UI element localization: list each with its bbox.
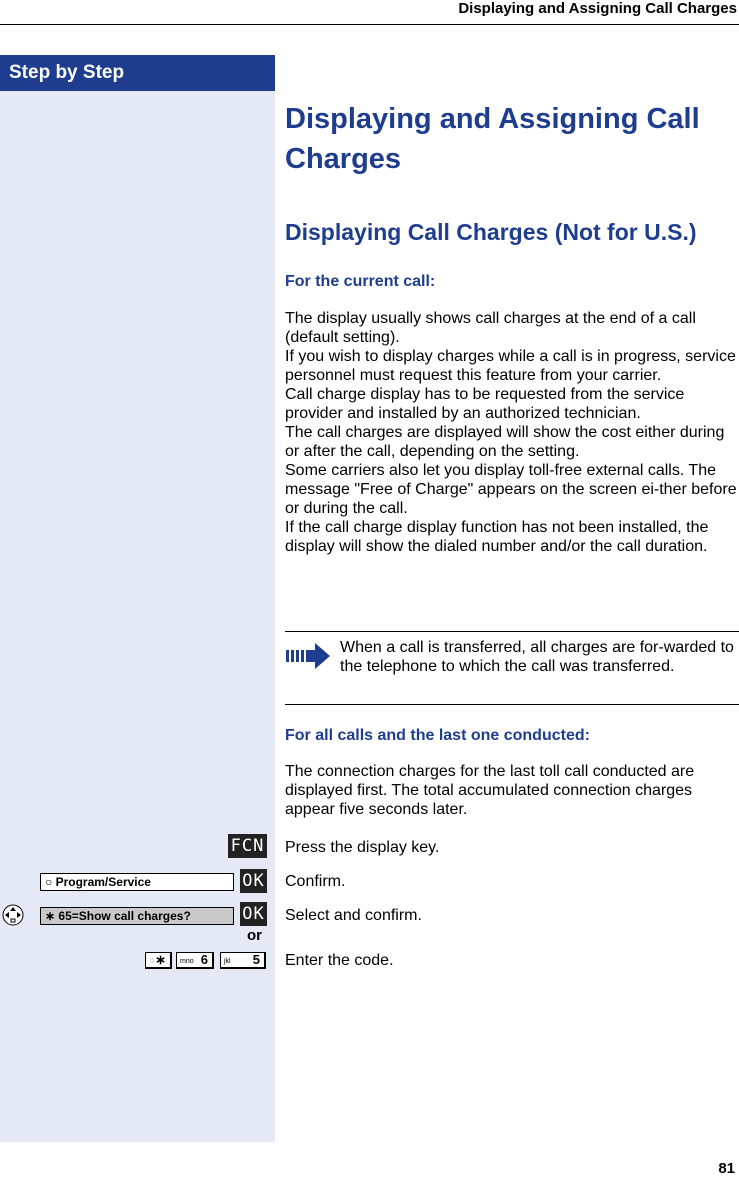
dial-key-6[interactable] [176, 952, 214, 969]
ok-key[interactable]: OK [240, 869, 267, 893]
note-arrow-icon [285, 641, 331, 671]
running-header: Displaying and Assigning Call Charges [458, 0, 737, 17]
dial-key-5[interactable] [220, 952, 266, 969]
step-text: Select and confirm. [285, 907, 422, 924]
dial-key-star[interactable] [145, 952, 172, 969]
or-label: or [247, 927, 262, 944]
dial-key-sub: jkl [224, 958, 231, 965]
note-text: When a call is transferred, all charges are for-warded to the telephone to which the call was transferred. [340, 639, 734, 675]
all-calls-heading: For all calls and the last one conducted: [285, 727, 590, 744]
fcn-key[interactable]: FCN [228, 834, 267, 858]
dial-key-sub: ♢ [149, 958, 156, 965]
dial-key-sub: mno [180, 958, 194, 965]
paragraph: If you wish to display charges while a call is in progress, service personnel must request this feature from your carrier. [285, 348, 736, 384]
current-call-body [285, 309, 737, 556]
paragraph: The display usually shows call charges at the end of a call (default setting). [285, 310, 696, 346]
sidebar-tab: Step by Step [0, 55, 275, 91]
current-call-heading: For the current call: [285, 273, 436, 290]
dial-key-main: ∗ [155, 952, 166, 967]
step-text: Confirm. [285, 873, 346, 890]
navigation-key-icon[interactable] [2, 904, 24, 926]
ok-key[interactable]: OK [240, 902, 267, 926]
page-number: 81 [718, 1160, 735, 1177]
paragraph: Some carriers also let you display toll-free external calls. The message "Free of Charge" appears on the screen ei-ther before or during the call. [285, 462, 737, 517]
step-by-step-sidebar [0, 55, 275, 1142]
step-text: Press the display key. [285, 839, 440, 856]
note-bottom-rule [285, 704, 739, 705]
paragraph: If the call charge display function has not been installed, the display will show the dialed number and/or the call duration. [285, 519, 709, 555]
all-calls-body [285, 762, 737, 819]
paragraph: Call charge display has to be requested from the service provider and installed by an authorized technician. [285, 386, 685, 422]
page-title: Displaying and Assigning Call Charges [285, 103, 700, 175]
note-top-rule [285, 631, 739, 632]
paragraph: The call charges are displayed will show the cost either during or after the call, depending on the setting. [285, 424, 725, 460]
display-show-call-charges[interactable]: ∗ 65=Show call charges? [40, 907, 234, 925]
paragraph: The connection charges for the last toll call conducted are displayed first. The total accumulated connection charges appear five seconds later. [285, 763, 695, 818]
section-heading: Displaying Call Charges (Not for U.S.) [285, 219, 697, 245]
dial-key-main: 6 [200, 952, 208, 967]
header-rule [0, 24, 739, 25]
dial-key-main: 5 [252, 952, 260, 967]
display-program-service[interactable]: ○ Program/Service [40, 873, 234, 891]
step-text: Enter the code. [285, 952, 394, 969]
